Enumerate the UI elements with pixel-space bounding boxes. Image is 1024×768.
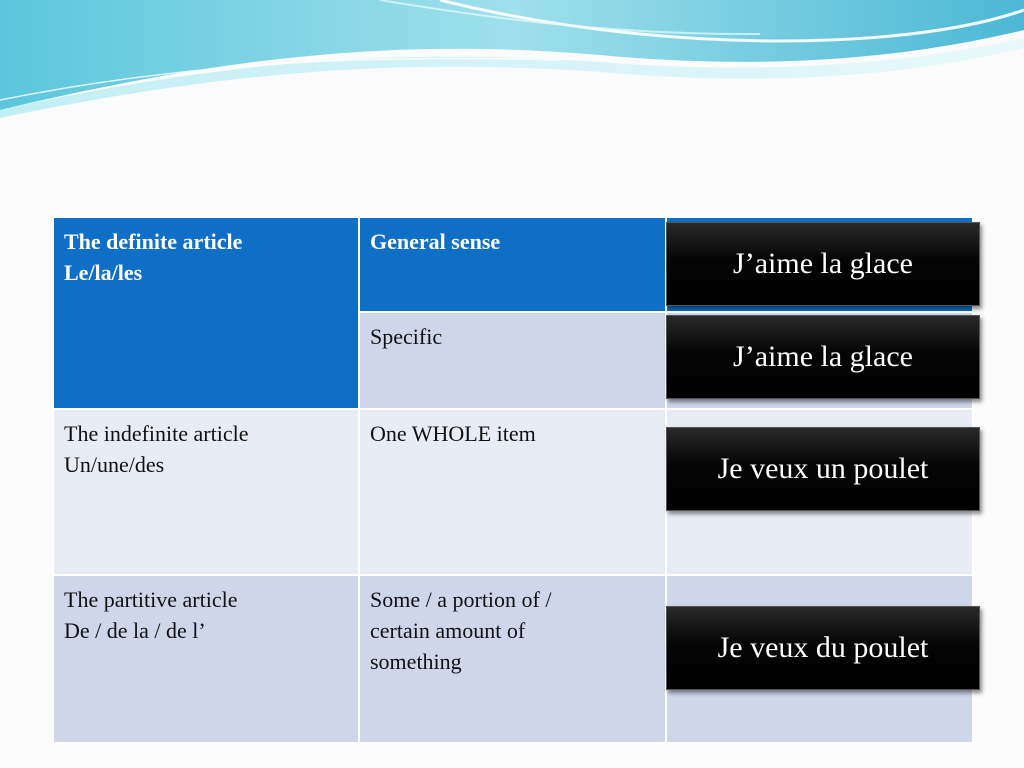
whole-item-sense-label: One WHOLE item [370, 421, 536, 446]
example-indefinite[interactable]: Je veux un poulet [666, 427, 980, 511]
indefinite-article-forms: Un/une/des [64, 452, 165, 477]
example-partitive[interactable]: Je veux du poulet [666, 606, 980, 690]
portion-sense-line-3: something [370, 649, 462, 674]
partitive-article-forms: De / de la / de l’ [64, 618, 206, 643]
example-general-sense[interactable]: J’aime la glace [666, 222, 980, 306]
portion-sense-line-2: certain amount of [370, 618, 526, 643]
specific-sense-cell [359, 312, 666, 409]
decorative-wave-header [0, 0, 1024, 130]
general-sense-cell [359, 217, 666, 312]
example-specific[interactable]: J’aime la glace [666, 315, 980, 399]
definite-article-forms: Le/la/les [64, 260, 143, 285]
whole-item-sense-cell [359, 409, 666, 575]
definite-article-label: The definite article [64, 229, 243, 254]
indefinite-article-label: The indefinite article [64, 421, 249, 446]
specific-sense-label: Specific [370, 324, 443, 349]
definite-article-cell [53, 217, 359, 409]
partitive-article-cell [53, 575, 359, 743]
portion-sense-cell [359, 575, 666, 743]
general-sense-label: General sense [370, 229, 501, 254]
portion-sense-line-1: Some / a portion of / [370, 587, 552, 612]
indefinite-article-cell [53, 409, 359, 575]
partitive-article-label: The partitive article [64, 587, 238, 612]
